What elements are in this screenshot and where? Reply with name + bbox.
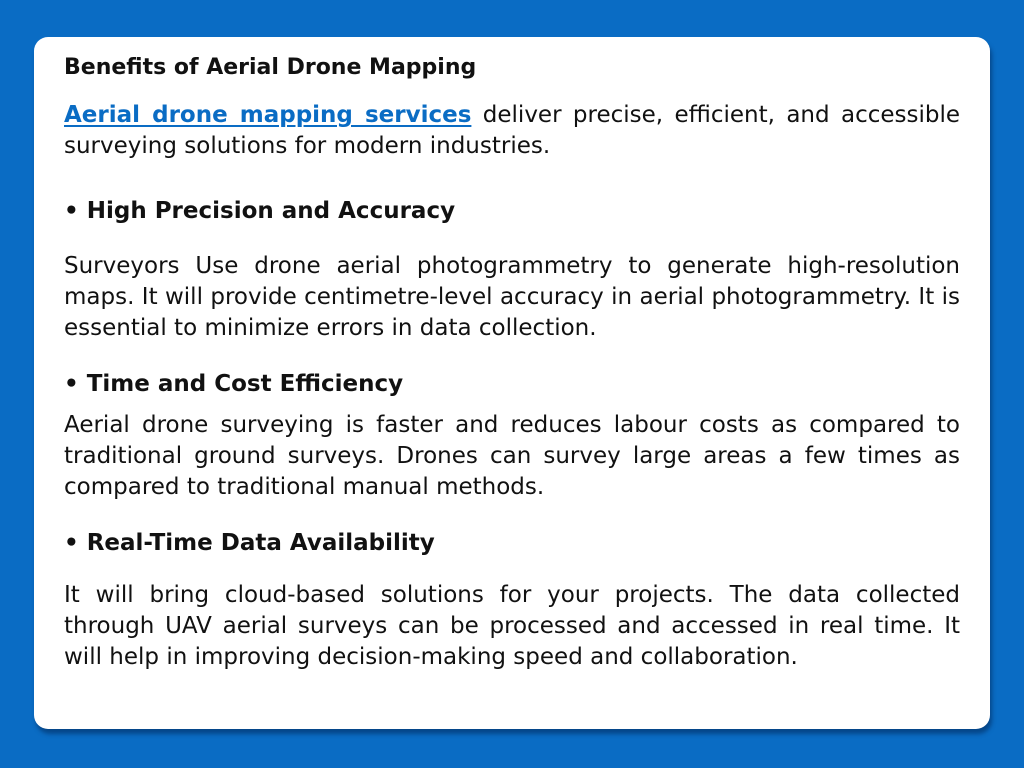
section-heading-realtime <box>64 527 960 559</box>
section-body-realtime: It will bring cloud-based solutions for your projects. The data collected through UAV aerial surveys can be processed and accessed in real time. It will help in improving decision-making speed and collaboration. <box>64 582 960 670</box>
intro-text: deliver precise, efficient, and accessible surveying solutions for modern industries. <box>64 102 961 159</box>
mapping-services-link[interactable]: Aerial drone mapping services <box>64 102 472 128</box>
section-heading-efficiency <box>64 368 960 400</box>
section-heading-text: Real-Time Data Availability <box>86 530 435 556</box>
section-heading-text: Time and Cost Efficiency <box>86 371 404 397</box>
content-body <box>64 52 960 673</box>
section-body-efficiency: Aerial drone surveying is faster and reduces labour costs as compared to traditional ground surveys. Drones can survey large areas a few times as compared to traditional manual methods. <box>64 412 960 500</box>
bullet-icon: • <box>64 530 79 556</box>
intro-paragraph <box>64 100 960 162</box>
content-card <box>34 37 990 729</box>
page-title: Benefits of Aerial Drone Mapping <box>64 55 477 80</box>
section-body-precision: Surveyors Use drone aerial photogrammetry to generate high-resolution maps. It will provide centimetre-level accuracy in aerial photogrammetry. It is essential to minimize errors in data collection. <box>64 253 960 341</box>
section-heading-text: High Precision and Accuracy <box>86 198 456 224</box>
section-heading-precision <box>64 195 960 227</box>
bullet-icon: • <box>64 371 79 397</box>
bullet-icon: • <box>64 198 79 224</box>
